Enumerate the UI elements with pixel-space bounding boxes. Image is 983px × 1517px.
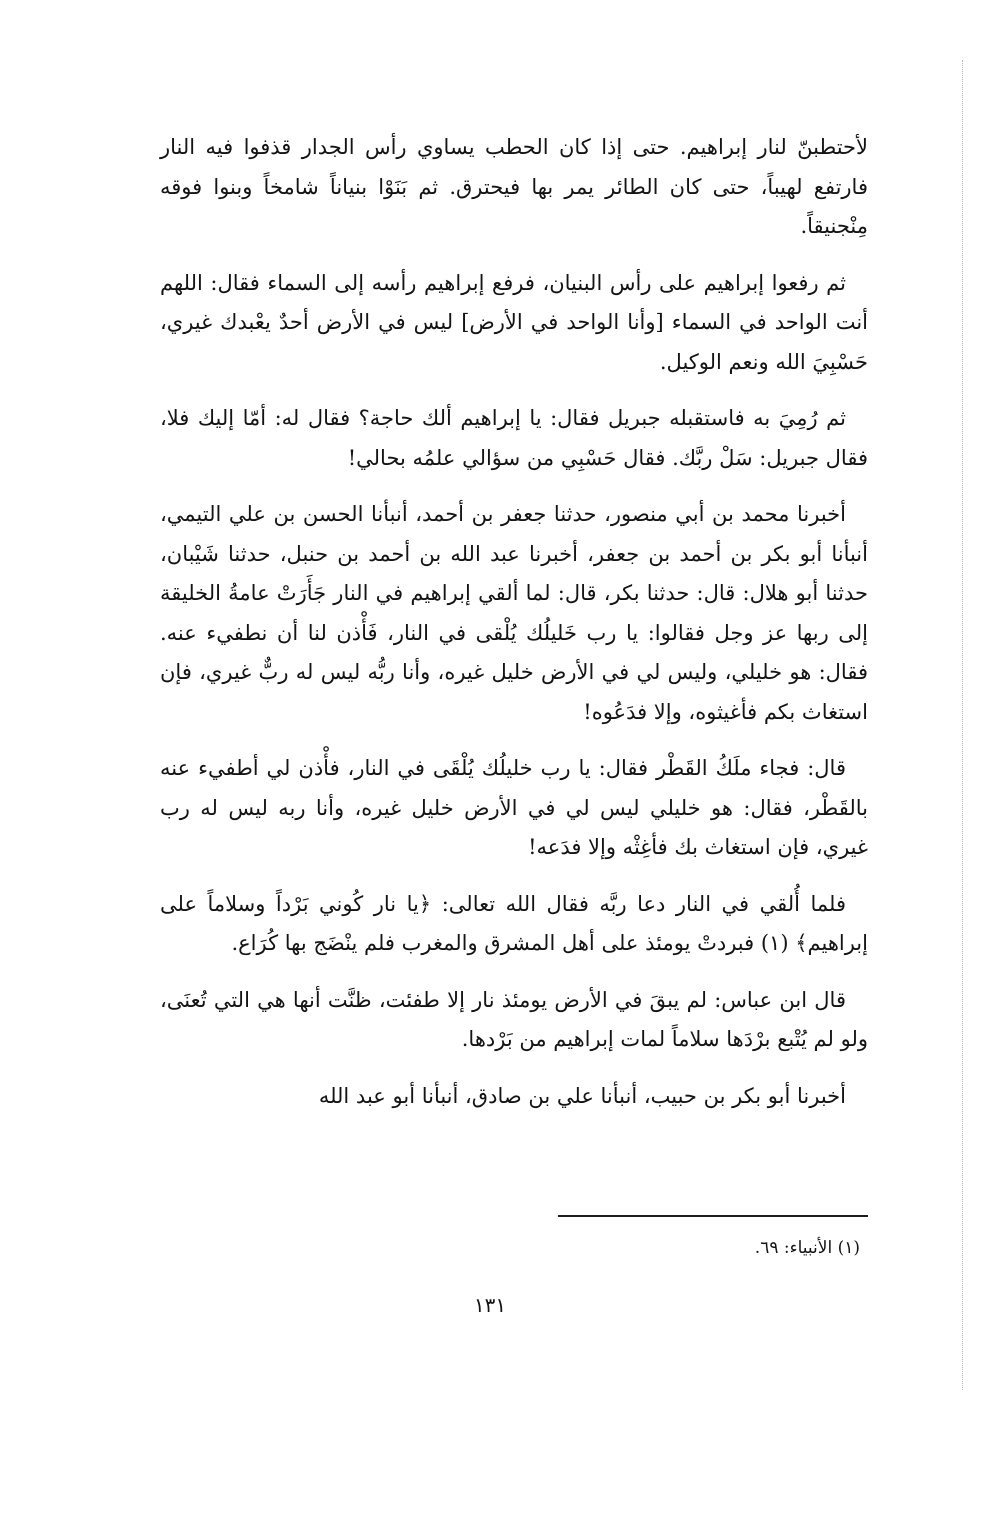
scan-edge-line [962, 60, 963, 1390]
footnote-divider [558, 1215, 868, 1217]
page-number: ١٣١ [473, 1293, 507, 1317]
footnote: (١) الأنبياء: ٦٩. [754, 1238, 860, 1258]
paragraph-3: ثم رُمِيَ به فاستقبله جبريل فقال: يا إبراهيم ألك حاجة؟ فقال له: أمّا إليك فلا، فقال جبريل: سَلْ ربَّك. فقال حَسْبِي من سؤالي علمُه بحالي! [160, 406, 868, 470]
paragraph-1: لأحتطبنّ لنار إبراهيم. حتى إذا كان الحطب يساوي رأس الجدار قذفوا فيه النار فارتفع لهيباً، حتى كان الطائر يمر بها فيحترق. ثم بَنَوْا بنياناً شامخاً وبنوا فوقه مِنْجنيقاً. [160, 135, 868, 238]
paragraph-7: قال ابن عباس: لم يبقَ في الأرض يومئذ نار إلا طفئت، ظنَّت أنها هي التي تُعنَى، ولو لم يُتْبع برْدَها سلاماً لمات إبراهيم من بَرْدها. [160, 987, 868, 1051]
paragraph-5: قال: فجاء ملَكُ القَطْر فقال: يا رب خليلُك يُلْقَى في النار، فأْذن لي أطفيء عنه بالقَطْر، فقال: هو خليلي ليس لي في الأرض خليل غيره، وأنا ربه ليس له رب غيري، فإن استغاث بك فأغِثْه وإلا فدَعه! [160, 756, 868, 859]
paragraph-8: أخبرنا أبو بكر بن حبيب، أنبأنا علي بن صادق، أنبأنا أبو عبد الله [318, 1083, 846, 1108]
main-text [160, 128, 868, 1133]
paragraph-4: أخبرنا محمد بن أبي منصور، حدثنا جعفر بن أحمد، أنبأنا الحسن بن علي التيمي، أنبأنا أبو بكر بن أحمد بن جعفر، أخبرنا عبد الله بن أحمد بن حنبل، حدثنا شَيْبان، حدثنا أبو هلال: قال: حدثنا بكر، قال: لما ألقي إبراهيم في النار جَأَرَتْ عامةُ الخليقة إلى ربها عز وجل فقالوا: يا رب خَليلُك يُلْقى في النار، فَأْذن لنا أن نطفيء عنه. فقال: هو خليلي، وليس لي في الأرض خليل غيره، وأنا ربُّه ليس له ربٌّ غيري، فإن استغاث بكم فأغيثوه، وإلا فدَعُوه! [160, 502, 868, 724]
paragraph-6: فلما أُلقي في النار دعا ربَّه فقال الله تعالى: ﴿يا نار كُوني بَرْداً وسلاماً على إبراهيم﴾ (١) فبردتْ يومئذ على أهل المشرق والمغرب فلم ينْضَج بها كُرَاع. [160, 891, 868, 955]
paragraph-2: ثم رفعوا إبراهيم على رأس البنيان، فرفع إبراهيم رأسه إلى السماء فقال: اللهم أنت الواحد في السماء [وأنا الواحد في الأرض] ليس في الأرض أحدٌ يعْبدك غيري، حَسْبِيَ الله ونعم الوكيل. [160, 270, 868, 374]
